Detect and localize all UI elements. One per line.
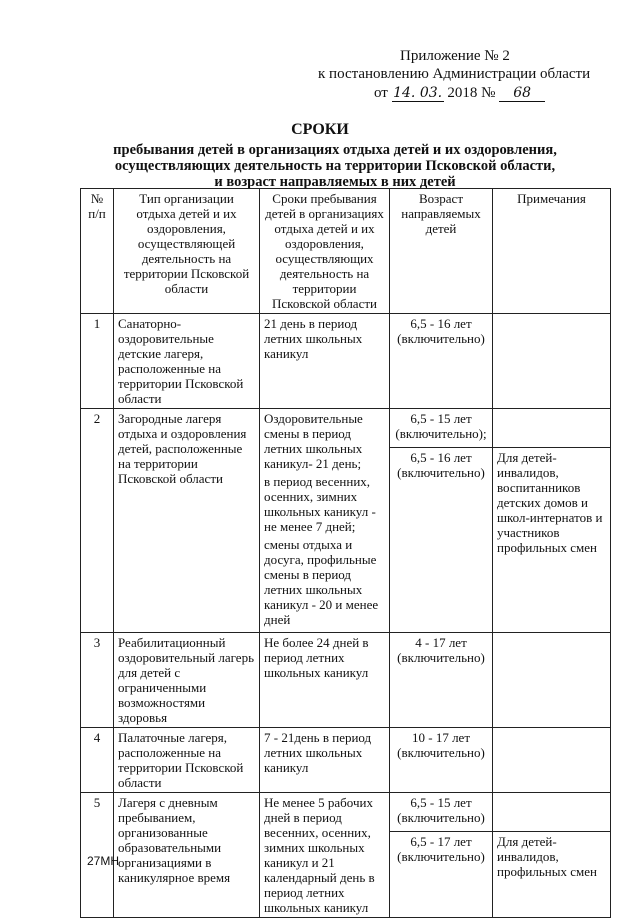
row-note: Для детей-инвалидов, воспитанников детских домов и школ-интернатов и участников профильных смен [493, 448, 611, 633]
term-segment: смены отдыха и досуга, профильные смены в период летних школьных каникул - 20 и менее дней [264, 537, 379, 627]
row-type: Палаточные лагеря, расположенные на территории Псковской области [114, 728, 260, 793]
header-term: Сроки пребывания детей в организациях отдыха детей и их оздоровления, осуществляющих деятельность на территории Псковской области [260, 189, 390, 314]
row-age: 6,5 - 16 лет (включительно) [390, 448, 493, 633]
table-row [81, 633, 611, 728]
row-type: Реабилитационный оздоровительный лагерь для детей с ограниченными возможностями здоровья [114, 633, 260, 728]
header-type: Тип организации отдыха детей и их оздоровления, осуществляющей деятельность на территории Псковской области [114, 189, 260, 314]
table-row [81, 314, 611, 409]
date-line [374, 85, 545, 102]
resolution-label: к постановлению Администрации области [318, 66, 591, 82]
row-note [493, 409, 611, 448]
table-header-row [81, 189, 611, 314]
row-age: 10 - 17 лет (включительно) [390, 728, 493, 793]
table-row [81, 793, 611, 832]
row-age: 6,5 - 15 лет (включительно) [390, 793, 493, 832]
header-num: № п/п [81, 189, 114, 314]
footer-code: 27МН [87, 854, 120, 868]
header-age: Возраст направляемых детей [390, 189, 493, 314]
subtitle-line-3: и возраст направляемых в них детей [214, 174, 456, 190]
row-type: Санаторно-оздоровительные детские лагеря, расположенные на территории Псковской области [114, 314, 260, 409]
row-num: 3 [81, 633, 114, 728]
row-note [493, 793, 611, 832]
row-term: 7 - 21день в период летних школьных каникул [260, 728, 390, 793]
row-num: 1 [81, 314, 114, 409]
row-note [493, 633, 611, 728]
row-note: Для детей-инвалидов, профильных смен [493, 832, 611, 918]
row-num: 4 [81, 728, 114, 793]
term-segment: в период весенних, осенних, зимних школьных каникул - не менее 7 дней; [264, 474, 376, 534]
row-age: 6,5 - 17 лет (включительно) [390, 832, 493, 918]
row-note [493, 314, 611, 409]
row-term: 21 день в период летних школьных каникул [260, 314, 390, 409]
row-term [260, 409, 390, 633]
handwritten-number: 68 [499, 85, 545, 102]
term-segment: Оздоровительные смены в период летних школьных каникул- 21 день; [264, 411, 363, 471]
row-note [493, 728, 611, 793]
subtitle-line-2: осуществляющих деятельность на территории Псковской области, [114, 158, 556, 174]
row-age: 6,5 - 16 лет (включительно) [390, 314, 493, 409]
row-age: 4 - 17 лет (включительно) [390, 633, 493, 728]
row-term: Не более 24 дней в период летних школьных каникул [260, 633, 390, 728]
year-number-label: 2018 № [447, 85, 496, 101]
table-row [81, 409, 611, 448]
date-prefix: от [374, 85, 388, 101]
row-type: Загородные лагеря отдыха и оздоровления детей, расположенные на территории Псковской области [114, 409, 260, 633]
row-type: Лагеря с дневным пребыванием, организованные образовательными организациями в каникулярное время [114, 793, 260, 918]
row-term: Не менее 5 рабочих дней в период весенних, осенних, зимних школьных каникул и 21 календарный день в период летних школьных каникул [260, 793, 390, 918]
row-num: 2 [81, 409, 114, 633]
terms-table [80, 188, 611, 918]
appendix-label: Приложение № 2 [400, 48, 510, 64]
document-title: СРОКИ [291, 121, 349, 138]
subtitle-line-1: пребывания детей в организациях отдыха детей и их оздоровления, [113, 142, 557, 158]
header-note: Примечания [493, 189, 611, 314]
table-row [81, 728, 611, 793]
row-age: 6,5 - 15 лет (включительно); [390, 409, 493, 448]
row-num: 5 [81, 793, 114, 918]
handwritten-date: 14. 03. [393, 85, 443, 101]
